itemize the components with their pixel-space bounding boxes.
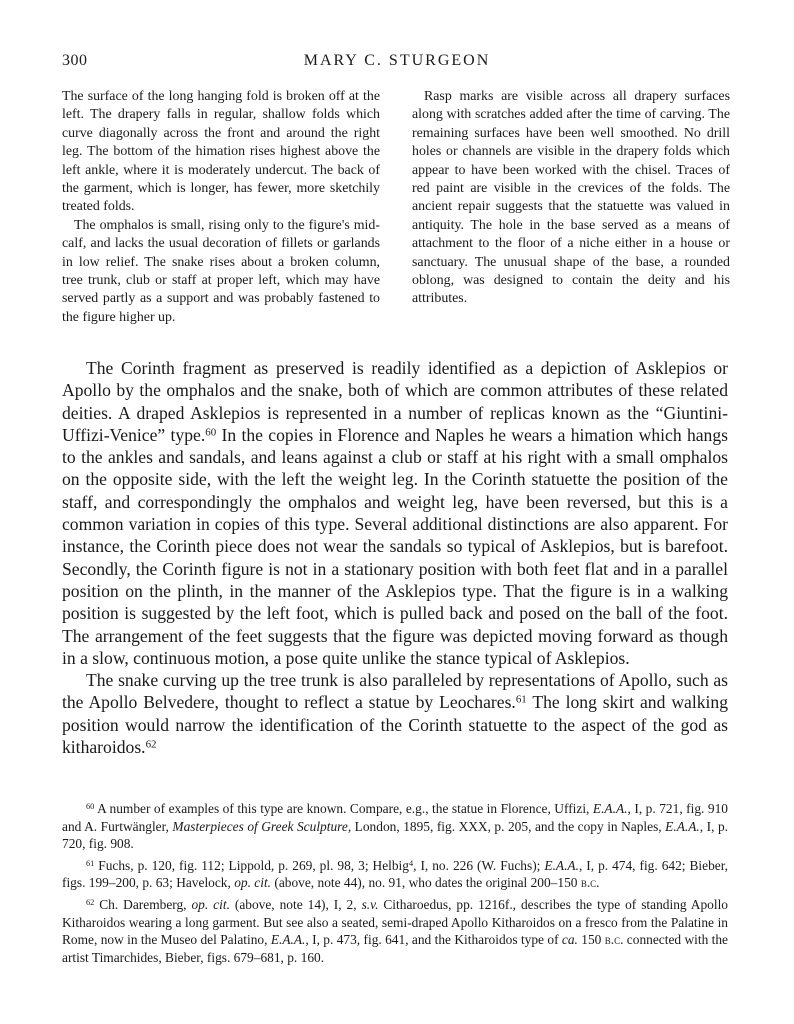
footnote-62 <box>62 896 728 966</box>
footnote-text: connected with the artist Timarchides, Bieber, figs. 679–681, p. 160. <box>62 932 728 965</box>
page-number: 300 <box>62 52 88 69</box>
footnote-italic: op. cit. <box>191 896 230 912</box>
footnote-ref: 60 <box>205 426 217 439</box>
footnote-italic: Masterpieces of Greek Sculpture <box>172 818 348 834</box>
footnote-text: , I, p. 473, fig. 641, and the Kitharoidos type of <box>305 932 562 948</box>
footnote-61 <box>62 857 728 892</box>
footnote-ref: 62 <box>145 738 157 751</box>
footnote-italic: E.A.A. <box>592 801 628 816</box>
footnote-italic: E.A.A. <box>665 818 700 834</box>
footnote-italic: E.A.A. <box>544 857 579 873</box>
main-text-run: In the copies in Florence and Naples he wears a himation which hangs to the ankles and sandals, and leans against a club or staff at his right with a small omphalos on the opposite side, with the left the weight leg. In the Corinth statuette the position of the staff, and correspondingly the omphalos and weight leg, have been reversed, but this is a common variation in copies of this type. Several additional distinctions are also apparent. For instance, the Corinth piece does not wear the sandals so typical of Asklepios, but is barefoot. Secondly, the Corinth figure is not in a stationary position with both feet flat and in a parallel position on the plinth, in the manner of the Asklepios type. That the figure is in a walking position is suggested by the left foot, which is pulled back and posed on the ball of the foot. The arrangement of the feet suggests that the figure was depicted moving forward as though in a slow, continuous motion, a pose quite unlike the stance typical of Asklepios. <box>62 424 728 668</box>
main-paragraph <box>62 357 728 669</box>
footnote-small-caps: b.c. <box>604 932 624 948</box>
main-text-run: The long skirt and walking position would narrow the identification of the Corinth statuette to the aspect of the god as kitharoidos. <box>62 692 729 758</box>
footnote-italic: s.v. <box>361 896 379 912</box>
running-head-author: MARY C. STURGEON <box>303 52 491 69</box>
footnote-number: 61 <box>86 858 95 868</box>
footnote-text: , I, p. 474, fig. 642; Bieber, figs. 199–200, p. 63; Havelock, <box>62 857 728 891</box>
footnote-text: A number of examples of this type are known. Compare, e.g., the statue in Florence, Uffizi, <box>94 801 593 816</box>
main-text <box>62 357 728 758</box>
footnote-superscript: 4 <box>408 858 414 868</box>
footnote-text: 150 <box>577 932 605 948</box>
main-text-run: The Corinth fragment as preserved is readily identified as a depiction of Asklepios or Apollo by the omphalos and the snake, both of which are common attributes of these related deities. A draped Asklepios is represented in a number of replicas known as the “Giuntini-Uffizi-Venice” type. <box>62 358 728 445</box>
footnote-number: 62 <box>86 897 95 907</box>
footnote-ref: 61 <box>515 694 527 706</box>
right-column-paragraph: Rasp marks are visible across all drapery surfaces along with scratches added after the time of carving. The remaining surfaces have been well smoothed. No drill holes or channels are visible in the drapery folds which appear to have been worked with the chisel. Traces of red paint are visible in the crevices of the folds. The ancient repair suggests that the statuette was valued in antiquity. The hole in the base served as a means of attachment to the floor of a niche either in a house or sanctuary. The unusual shape of the base, a rounded oblong, was designed to contain the deity and his attributes. <box>412 89 730 307</box>
footnote-text: , London, 1895, fig. XXX, p. 205, and the copy in Naples, <box>347 818 666 834</box>
footnote-text: Ch. Daremberg, <box>94 896 192 912</box>
footnote-text: , I, p. 720, fig. 908. <box>62 818 728 852</box>
main-text-run: The snake curving up the tree trunk is also paralleled by representations of Apollo, such as the Apollo Belvedere, thought to reflect a statue by Leochares. <box>62 670 728 713</box>
footnote-italic: E.A.A. <box>270 932 306 948</box>
right-column <box>412 88 730 309</box>
main-paragraph <box>62 669 728 758</box>
footnote-60 <box>62 800 728 853</box>
footnote-text: (above, note 14), I, 2, <box>229 896 362 912</box>
footnote-italic: ca. <box>561 932 578 948</box>
footnote-small-caps: b.c. <box>580 875 600 891</box>
left-column-paragraph: The surface of the long hanging fold is broken off at the left. The drapery falls in regular, shallow folds which curve diagonally across the front and around the right leg. The bottom of the himation rises highest above the left ankle, where it is moderately undercut. The back of the garment, which is longer, has fewer, more sketchily treated folds. <box>62 89 380 215</box>
left-column <box>62 88 380 327</box>
left-column-paragraph: The omphalos is small, rising only to the figure's mid-calf, and lacks the usual decoration of fillets or garlands in low relief. The snake rises about a broken column, tree trunk, club or staff at proper left, which may have served partly as a support and was probably fastened to the figure higher up. <box>62 217 380 325</box>
footnote-text: Citharoedus, pp. 1216f., describes the type of standing Apollo Kitharoidos wearing a long garment. But see also a seated, semi-draped Apollo Kitharoidos on a fresco from the Palatine in Rome, now in the Museo del Palatino, <box>62 896 728 948</box>
footnote-text: , I, no. 226 (W. Fuchs); <box>413 857 545 873</box>
footnote-text: , I, p. 721, fig. 910 and A. Furtwängler, <box>62 801 728 834</box>
footnote-text: Fuchs, p. 120, fig. 112; Lippold, p. 269, pl. 98, 3; Helbig <box>94 857 409 873</box>
footnotes <box>62 800 728 970</box>
footnote-text: (above, note 44), no. 91, who dates the original 200–150 <box>271 875 581 891</box>
footnote-number: 60 <box>86 801 95 811</box>
footnote-italic: op. cit. <box>234 875 272 891</box>
